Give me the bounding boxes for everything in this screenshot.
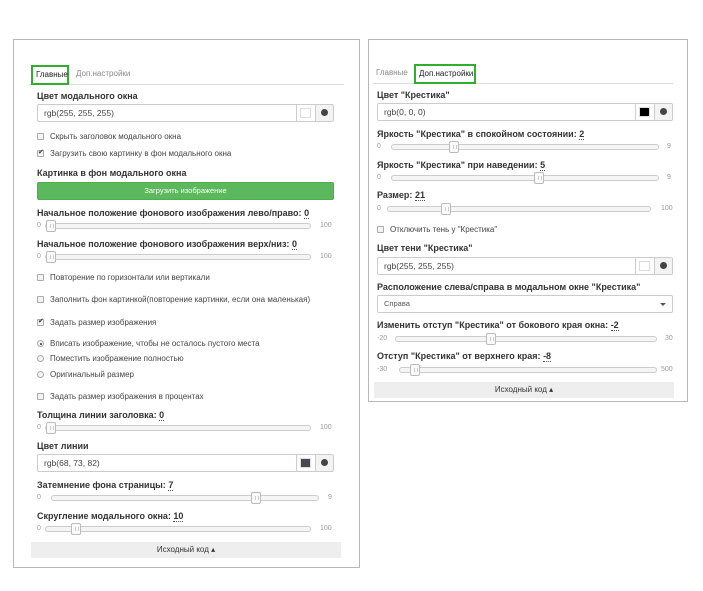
pos-lr-value: 0: [304, 208, 310, 218]
bright-idle-label: Яркость "Крестика" в спокойном состоянии: 2: [377, 129, 585, 139]
slider-handle[interactable]: [46, 251, 56, 263]
shadow-color-input[interactable]: [377, 257, 673, 275]
set-size-label: Задать размер изображения: [50, 318, 157, 327]
slider-min: 0: [37, 253, 41, 260]
dim-label: Затемнение фона страницы: 7: [37, 480, 174, 490]
fill-bg-checkbox[interactable]: [37, 295, 310, 305]
bright-hover-label: Яркость "Крестика" при наведении: 5: [377, 160, 546, 170]
bg-image-label: Картинка в фон модального окна: [37, 168, 187, 178]
radio-fit-contain[interactable]: [37, 354, 184, 364]
radio-icon: [37, 340, 44, 347]
size-label: Размер: 21: [377, 190, 425, 200]
cross-color-label: Цвет "Крестика": [377, 90, 450, 100]
bright-idle-slider[interactable]: [391, 144, 659, 150]
size-value: 21: [414, 190, 425, 200]
slider-handle[interactable]: [534, 172, 544, 184]
chevron-down-icon: [660, 303, 666, 306]
size-percent-label: Задать размер изображения в процентах: [50, 392, 204, 401]
size-slider[interactable]: [387, 206, 651, 212]
pos-tb-value: 0: [291, 239, 297, 249]
line-color-input[interactable]: [37, 454, 334, 472]
modal-color-label: Цвет модального окна: [37, 91, 138, 101]
radio-label: Вписать изображение, чтобы не осталось пустого места: [50, 339, 260, 348]
color-picker-icon[interactable]: [654, 104, 672, 120]
color-picker-icon[interactable]: [315, 105, 333, 121]
modal-color-input[interactable]: [37, 104, 334, 122]
title-line-value: 0: [159, 410, 165, 420]
color-swatch: [639, 107, 650, 117]
color-picker-icon[interactable]: [315, 455, 333, 471]
hide-title-checkbox[interactable]: [37, 132, 181, 142]
slider-handle[interactable]: [251, 492, 261, 504]
color-swatch: [300, 108, 311, 118]
slider-max: 9: [667, 174, 671, 181]
slider-min: -20: [377, 335, 388, 342]
upload-bg-label: Загрузить свою картинку в фон модального окна: [50, 149, 232, 158]
slider-min: 0: [37, 525, 41, 532]
fill-bg-label: Заполнить фон картинкой(повторение картинки, если она маленькая): [50, 295, 311, 304]
checkbox-icon: [37, 274, 44, 281]
slider-max: 500: [661, 366, 673, 373]
hide-title-label: Скрыть заголовок модального окна: [50, 132, 182, 141]
tab-bar: [29, 65, 344, 85]
slider-handle[interactable]: [441, 203, 451, 215]
source-code-toggle[interactable]: Исходный код ▴: [31, 542, 341, 558]
dim-value: 7: [168, 480, 174, 490]
shadow-color-swatch-button[interactable]: [635, 258, 654, 274]
slider-min: 0: [37, 222, 41, 229]
slider-handle[interactable]: [71, 523, 81, 535]
color-swatch: [639, 261, 650, 271]
checkbox-icon: [37, 133, 44, 140]
pos-lr-slider[interactable]: [45, 223, 311, 229]
checkbox-icon: [377, 226, 384, 233]
repeat-label: Повторение по горизонтали или вертикали: [50, 273, 210, 282]
cross-color-value: rgb(0, 0, 0): [384, 107, 426, 117]
slider-handle[interactable]: [486, 333, 496, 345]
slider-handle[interactable]: [410, 364, 420, 376]
repeat-checkbox[interactable]: [37, 273, 210, 283]
upload-image-button[interactable]: Загрузить изображение: [37, 182, 334, 200]
checkbox-icon: [37, 150, 44, 157]
pos-lr-label: Начальное положение фонового изображения лево/право: 0: [37, 208, 310, 218]
side-offset-slider[interactable]: [395, 336, 657, 342]
title-line-label: Толщина линии заголовка: 0: [37, 410, 165, 420]
no-shadow-checkbox[interactable]: [377, 225, 497, 235]
slider-max: 9: [667, 143, 671, 150]
modal-color-swatch-button[interactable]: [296, 105, 315, 121]
upload-bg-checkbox[interactable]: [37, 149, 231, 159]
slider-handle[interactable]: [46, 422, 56, 434]
shadow-color-value: rgb(255, 255, 255): [384, 261, 454, 271]
radio-fit-cover[interactable]: [37, 339, 260, 349]
bright-idle-value: 2: [579, 129, 585, 139]
side-offset-value: -2: [610, 320, 619, 330]
slider-max: 9: [328, 494, 332, 501]
side-offset-label: Изменить отступ "Крестика" от бокового края окна: -2: [377, 320, 619, 330]
slider-min: 0: [377, 174, 381, 181]
radio-icon: [37, 371, 44, 378]
line-color-value: rgb(68, 73, 82): [44, 458, 100, 468]
radio-label: Оригинальный размер: [50, 370, 134, 379]
size-percent-checkbox[interactable]: [37, 392, 204, 402]
tab-extra-settings[interactable]: Доп.настройки: [414, 64, 476, 84]
slider-max: 30: [665, 335, 673, 342]
slider-max: 100: [320, 222, 332, 229]
color-swatch: [300, 458, 311, 468]
set-size-checkbox[interactable]: [37, 318, 156, 328]
checkbox-icon: [37, 296, 44, 303]
radio-original-size[interactable]: [37, 370, 134, 380]
tab-extra-settings[interactable]: Доп.настройки: [76, 69, 131, 78]
slider-handle[interactable]: [46, 220, 56, 232]
tab-bar: [373, 64, 673, 84]
cross-color-input[interactable]: [377, 103, 673, 121]
radius-slider[interactable]: [45, 526, 311, 532]
checkbox-icon: [37, 393, 44, 400]
pos-tb-slider[interactable]: [45, 254, 311, 260]
pos-tb-label: Начальное положение фонового изображения верх/низ: 0: [37, 239, 297, 249]
slider-max: 100: [320, 253, 332, 260]
bright-hover-value: 5: [540, 160, 546, 170]
slider-min: 0: [377, 205, 381, 212]
settings-panel-main: [13, 39, 360, 568]
slider-handle[interactable]: [449, 141, 459, 153]
slider-min: -30: [377, 366, 388, 373]
radius-label: Скругление модального окна: 10: [37, 511, 184, 521]
slider-min: 0: [37, 494, 41, 501]
title-line-slider[interactable]: [45, 425, 311, 431]
slider-max: 100: [320, 424, 332, 431]
top-offset-label: Отступ "Крестика" от верхнего края: -8: [377, 351, 552, 361]
no-shadow-label: Отключить тень у "Крестика": [390, 225, 498, 234]
slider-min: 0: [377, 143, 381, 150]
tab-main[interactable]: Главные: [31, 65, 69, 85]
slider-min: 0: [37, 424, 41, 431]
color-picker-icon[interactable]: [654, 258, 672, 274]
top-offset-value: -8: [543, 351, 552, 361]
settings-panel-extra: [368, 39, 688, 402]
modal-color-value: rgb(255, 255, 255): [44, 108, 114, 118]
tab-main[interactable]: Главные: [376, 68, 408, 77]
radio-icon: [37, 355, 44, 362]
line-color-label: Цвет линии: [37, 441, 89, 451]
checkbox-icon: [37, 319, 44, 326]
radius-value: 10: [173, 511, 184, 521]
slider-max: 100: [320, 525, 332, 532]
cross-color-swatch-button[interactable]: [635, 104, 654, 120]
placement-label: Расположение слева/справа в модальном окне "Крестика": [377, 282, 641, 292]
top-offset-slider[interactable]: [399, 367, 657, 373]
placement-value: Справа: [384, 299, 410, 308]
line-color-swatch-button[interactable]: [296, 455, 315, 471]
dim-slider[interactable]: [51, 495, 319, 501]
placement-select[interactable]: [377, 295, 673, 313]
source-code-toggle[interactable]: Исходный код ▴: [374, 382, 674, 398]
bright-hover-slider[interactable]: [391, 175, 659, 181]
slider-max: 100: [661, 205, 673, 212]
shadow-color-label: Цвет тени "Крестика": [377, 243, 473, 253]
radio-label: Поместить изображение полностью: [50, 354, 184, 363]
